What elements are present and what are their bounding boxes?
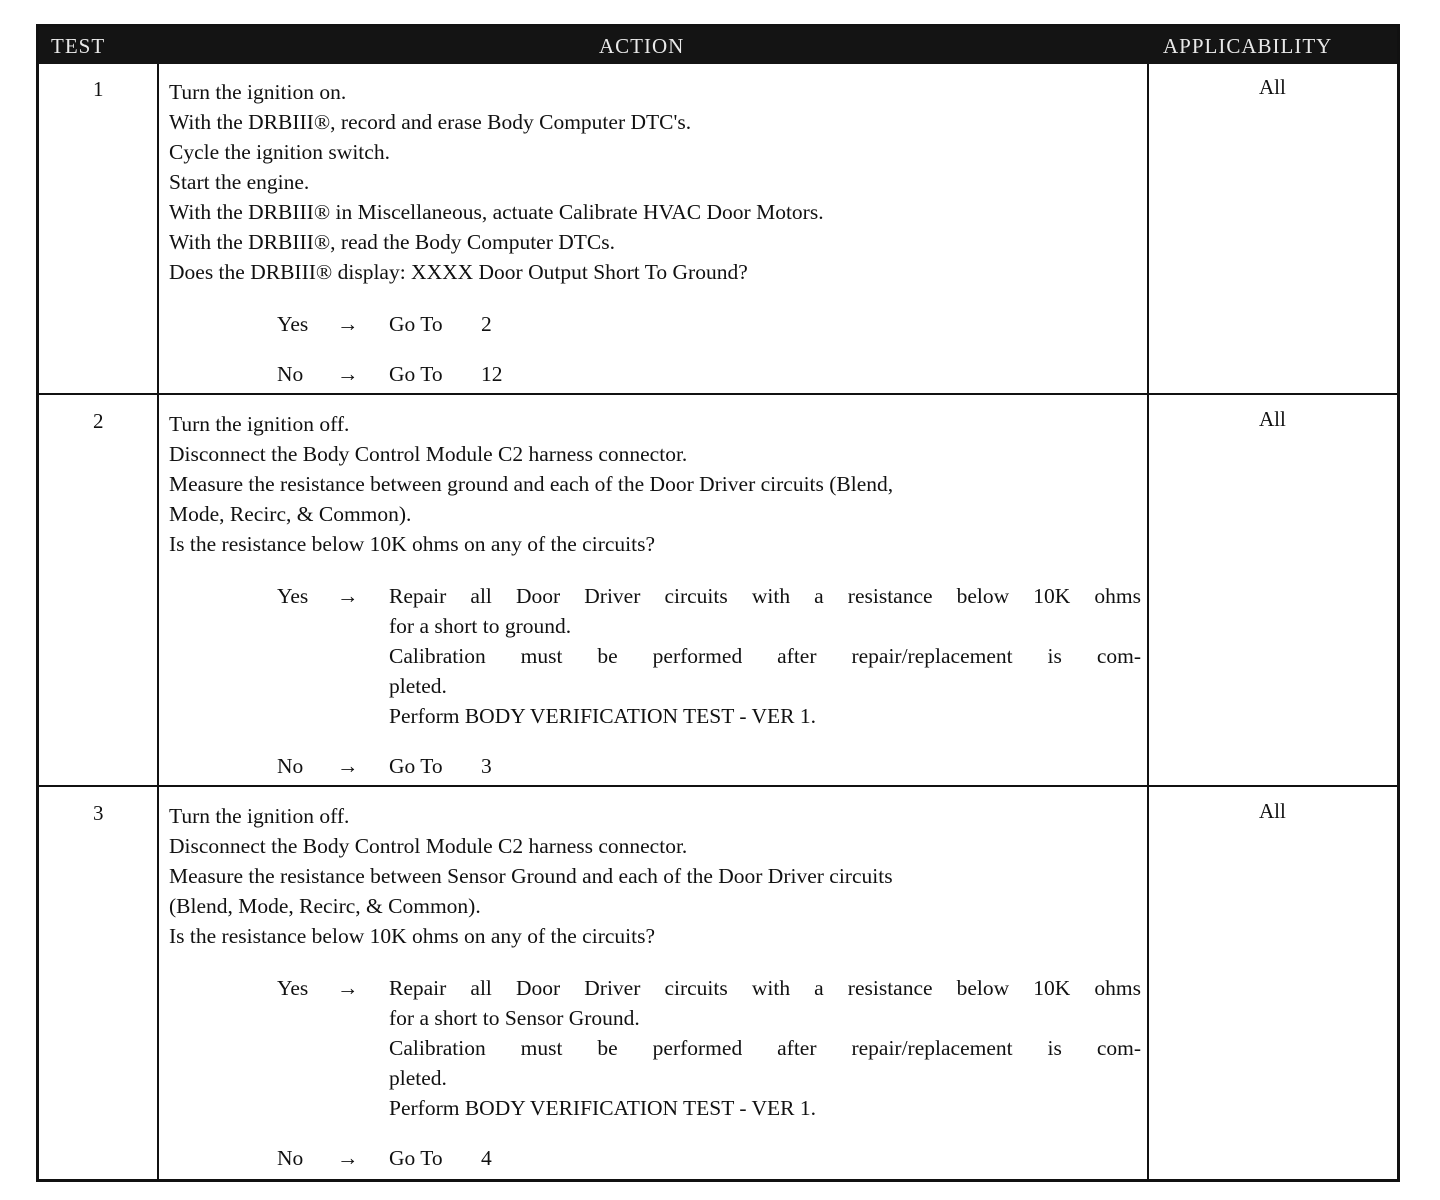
instruction-line: pleted. [389, 674, 447, 698]
no-label: No [277, 362, 304, 386]
answer-options [277, 973, 1147, 1173]
action-text [169, 409, 1145, 559]
action-text [169, 77, 1145, 287]
goto-label: Go To [389, 754, 443, 778]
yes-label: Yes [277, 976, 309, 1000]
header-applicability: APPLICABILITY [1163, 34, 1333, 58]
instruction-line: Calibration must be performed after repair/replacement is com- [389, 644, 1141, 668]
action-line: Cycle the ignition switch. [169, 140, 390, 164]
table-header [39, 27, 1397, 64]
answer-options [277, 581, 1147, 781]
yes-instructions [389, 581, 1141, 731]
instruction-line: Repair all Door Driver circuits with a resistance below 10K ohms [389, 976, 1141, 1000]
action-line: Measure the resistance between ground and each of the Door Driver circuits (Blend, [169, 472, 894, 496]
action-line: With the DRBIII®, record and erase Body Computer DTC's. [169, 110, 692, 134]
no-label: No [277, 754, 304, 778]
instruction-line: for a short to ground. [389, 614, 572, 638]
action-text [169, 801, 1145, 951]
arrow-right-icon: → [337, 362, 359, 386]
goto-label: Go To [389, 362, 443, 386]
instruction-line: for a short to Sensor Ground. [389, 1006, 640, 1030]
applicability-value: All [1259, 407, 1286, 431]
action-line: Is the resistance below 10K ohms on any of the circuits? [169, 924, 656, 948]
action-line: Disconnect the Body Control Module C2 harness connector. [169, 442, 688, 466]
instruction-line: Calibration must be performed after repair/replacement is com- [389, 1036, 1141, 1060]
yes-label: Yes [277, 312, 309, 336]
test-number: 3 [93, 801, 104, 825]
answer-options [277, 309, 1147, 389]
instruction-line: Perform BODY VERIFICATION TEST - VER 1. [389, 704, 817, 728]
action-line: Does the DRBIII® display: XXXX Door Output Short To Ground? [169, 260, 748, 284]
instruction-line: Perform BODY VERIFICATION TEST - VER 1. [389, 1096, 817, 1120]
instruction-line: pleted. [389, 1066, 447, 1090]
action-line: Is the resistance below 10K ohms on any of the circuits? [169, 532, 656, 556]
test-number: 2 [93, 409, 104, 433]
diagnostic-test-table [36, 24, 1400, 1182]
action-line: Turn the ignition off. [169, 412, 350, 436]
row-divider-1 [39, 393, 1397, 395]
applicability-value: All [1259, 75, 1286, 99]
instruction-line: Repair all Door Driver circuits with a resistance below 10K ohms [389, 584, 1141, 608]
action-line: With the DRBIII® in Miscellaneous, actuate Calibrate HVAC Door Motors. [169, 200, 824, 224]
action-line: With the DRBIII®, read the Body Computer DTCs. [169, 230, 615, 254]
yes-option [277, 309, 1147, 339]
arrow-right-icon: → [337, 1146, 359, 1170]
header-action: ACTION [599, 34, 685, 58]
goto-label: Go To [389, 312, 443, 336]
goto-label: Go To [389, 1146, 443, 1170]
column-divider-test [157, 64, 159, 1179]
arrow-right-icon: → [337, 312, 359, 336]
yes-option [277, 973, 1147, 1123]
arrow-right-icon: → [337, 976, 359, 1000]
no-option [277, 359, 1147, 389]
no-option [277, 1143, 1147, 1173]
yes-option [277, 581, 1147, 731]
arrow-right-icon: → [337, 754, 359, 778]
test-number: 1 [93, 77, 104, 101]
action-line: Turn the ignition on. [169, 80, 347, 104]
goto-number: 12 [481, 362, 503, 386]
row-divider-2 [39, 785, 1397, 787]
no-label: No [277, 1146, 304, 1170]
action-line: Mode, Recirc, & Common). [169, 502, 412, 526]
no-option [277, 751, 1147, 781]
goto-number: 4 [481, 1146, 492, 1170]
yes-label: Yes [277, 584, 309, 608]
action-line: Measure the resistance between Sensor Ground and each of the Door Driver circuits [169, 864, 893, 888]
action-line: (Blend, Mode, Recirc, & Common). [169, 894, 481, 918]
goto-number: 2 [481, 312, 492, 336]
arrow-right-icon: → [337, 584, 359, 608]
action-line: Start the engine. [169, 170, 310, 194]
applicability-value: All [1259, 799, 1286, 823]
yes-instructions [389, 973, 1141, 1123]
header-test: TEST [51, 34, 106, 58]
action-line: Turn the ignition off. [169, 804, 350, 828]
column-divider-applicability [1147, 64, 1149, 1179]
goto-number: 3 [481, 754, 492, 778]
action-line: Disconnect the Body Control Module C2 harness connector. [169, 834, 688, 858]
